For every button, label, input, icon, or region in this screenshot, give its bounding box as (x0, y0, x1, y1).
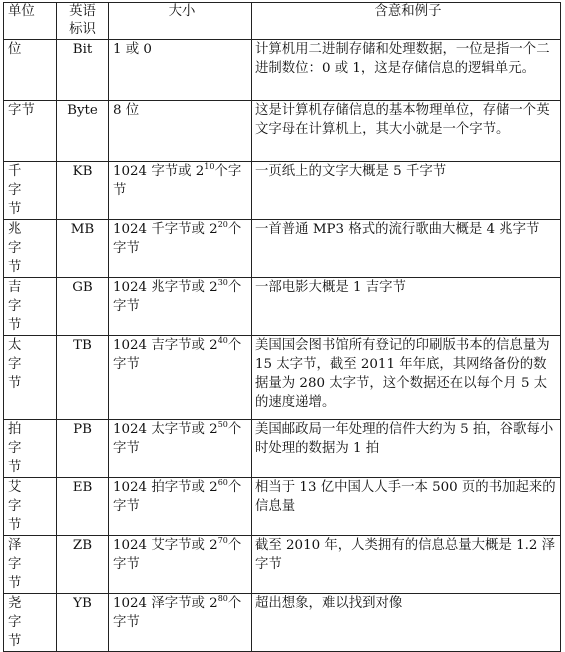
size-suffix: 个字节 (113, 538, 242, 572)
english-id-cell: Byte (57, 101, 109, 162)
size-cell (109, 420, 252, 478)
size-cell (109, 478, 252, 536)
table-row (4, 40, 561, 101)
table-row (4, 420, 561, 478)
unit-cell: 兆字节 (4, 220, 57, 278)
english-id-cell: ZB (57, 536, 109, 594)
meaning-cell: 计算机用二进制存储和处理数据，一位是指一个二进制数位：0 或 1，这是存储信息的逻辑单元。 (252, 40, 561, 101)
size-suffix: 个字节 (113, 338, 242, 372)
size-text: 1024 字节或 2 (113, 164, 205, 179)
unit-cell: 吉字节 (4, 278, 57, 336)
size-suffix: 个字节 (113, 422, 242, 456)
table-row (4, 594, 561, 652)
table-row (4, 101, 561, 162)
size-text: 1 或 0 (113, 42, 152, 57)
size-text: 1024 太字节或 2 (113, 422, 218, 437)
data-unit-table-wrapper (3, 2, 561, 652)
table-row (4, 278, 561, 336)
english-id-cell: GB (57, 278, 109, 336)
size-exponent: 30 (217, 278, 228, 287)
english-id-cell: TB (57, 336, 109, 420)
english-id-cell: KB (57, 162, 109, 220)
unit-cell: 字节 (4, 101, 57, 162)
size-suffix: 个字节 (113, 480, 242, 514)
size-cell (109, 278, 252, 336)
header-unit: 单位 (4, 3, 57, 40)
data-unit-table (3, 2, 561, 652)
english-id-cell: YB (57, 594, 109, 652)
size-suffix: 个字节 (113, 164, 242, 198)
header-meaning-examples: 含意和例子 (252, 3, 561, 40)
size-cell (109, 101, 252, 162)
meaning-cell: 这是计算机存储信息的基本物理单位，存储一个英文字母在计算机上，其大小就是一个字节。 (252, 101, 561, 162)
unit-cell: 位 (4, 40, 57, 101)
size-cell (109, 40, 252, 101)
meaning-cell: 美国国会图书馆所有登记的印刷版书本的信息量为 15 太字节，截至 2011 年年底，其网络备份的数据量为 280 太字节，这个数据还在以每个月 5 太的速度递增。 (252, 336, 561, 420)
size-exponent: 70 (217, 536, 228, 545)
size-cell (109, 162, 252, 220)
size-cell (109, 536, 252, 594)
english-id-cell: Bit (57, 40, 109, 101)
unit-cell: 千字节 (4, 162, 57, 220)
table-header-row (4, 3, 561, 40)
unit-cell: 拍字节 (4, 420, 57, 478)
table-row (4, 536, 561, 594)
size-exponent: 20 (217, 220, 228, 229)
size-text: 1024 吉字节或 2 (113, 338, 218, 353)
unit-cell: 太字节 (4, 336, 57, 420)
size-suffix: 个字节 (113, 280, 242, 314)
english-id-cell: PB (57, 420, 109, 478)
size-text: 1024 艾字节或 2 (113, 538, 218, 553)
size-text: 1024 泽字节或 2 (113, 596, 218, 611)
unit-cell: 尧字节 (4, 594, 57, 652)
unit-cell: 泽字节 (4, 536, 57, 594)
table-row (4, 220, 561, 278)
meaning-cell: 超出想象，难以找到对像 (252, 594, 561, 652)
meaning-cell: 相当于 13 亿中国人人手一本 500 页的书加起来的信息量 (252, 478, 561, 536)
header-size: 大小 (109, 3, 252, 40)
size-exponent: 50 (217, 420, 228, 429)
size-exponent: 40 (217, 336, 228, 345)
size-exponent: 10 (204, 162, 215, 171)
meaning-cell: 一页纸上的文字大概是 5 千字节 (252, 162, 561, 220)
meaning-cell: 美国邮政局一年处理的信件大约为 5 拍，谷歌每小时处理的数据为 1 拍 (252, 420, 561, 478)
size-text: 1024 兆字节或 2 (113, 280, 218, 295)
meaning-cell: 一部电影大概是 1 吉字节 (252, 278, 561, 336)
english-id-cell: EB (57, 478, 109, 536)
size-exponent: 60 (217, 478, 228, 487)
unit-cell: 艾字节 (4, 478, 57, 536)
size-cell (109, 220, 252, 278)
header-english-id: 英语 标识 (57, 3, 109, 40)
size-cell (109, 336, 252, 420)
english-id-cell: MB (57, 220, 109, 278)
size-cell (109, 594, 252, 652)
table-row (4, 336, 561, 420)
size-text: 8 位 (113, 103, 140, 118)
size-text: 1024 千字节或 2 (113, 222, 218, 237)
meaning-cell: 一首普通 MP3 格式的流行歌曲大概是 4 兆字节 (252, 220, 561, 278)
size-exponent: 80 (217, 594, 228, 603)
table-row (4, 478, 561, 536)
size-suffix: 个字节 (113, 222, 242, 256)
size-suffix: 个字节 (113, 596, 242, 630)
table-row (4, 162, 561, 220)
meaning-cell: 截至 2010 年，人类拥有的信息总量大概是 1.2 泽字节 (252, 536, 561, 594)
size-text: 1024 拍字节或 2 (113, 480, 218, 495)
